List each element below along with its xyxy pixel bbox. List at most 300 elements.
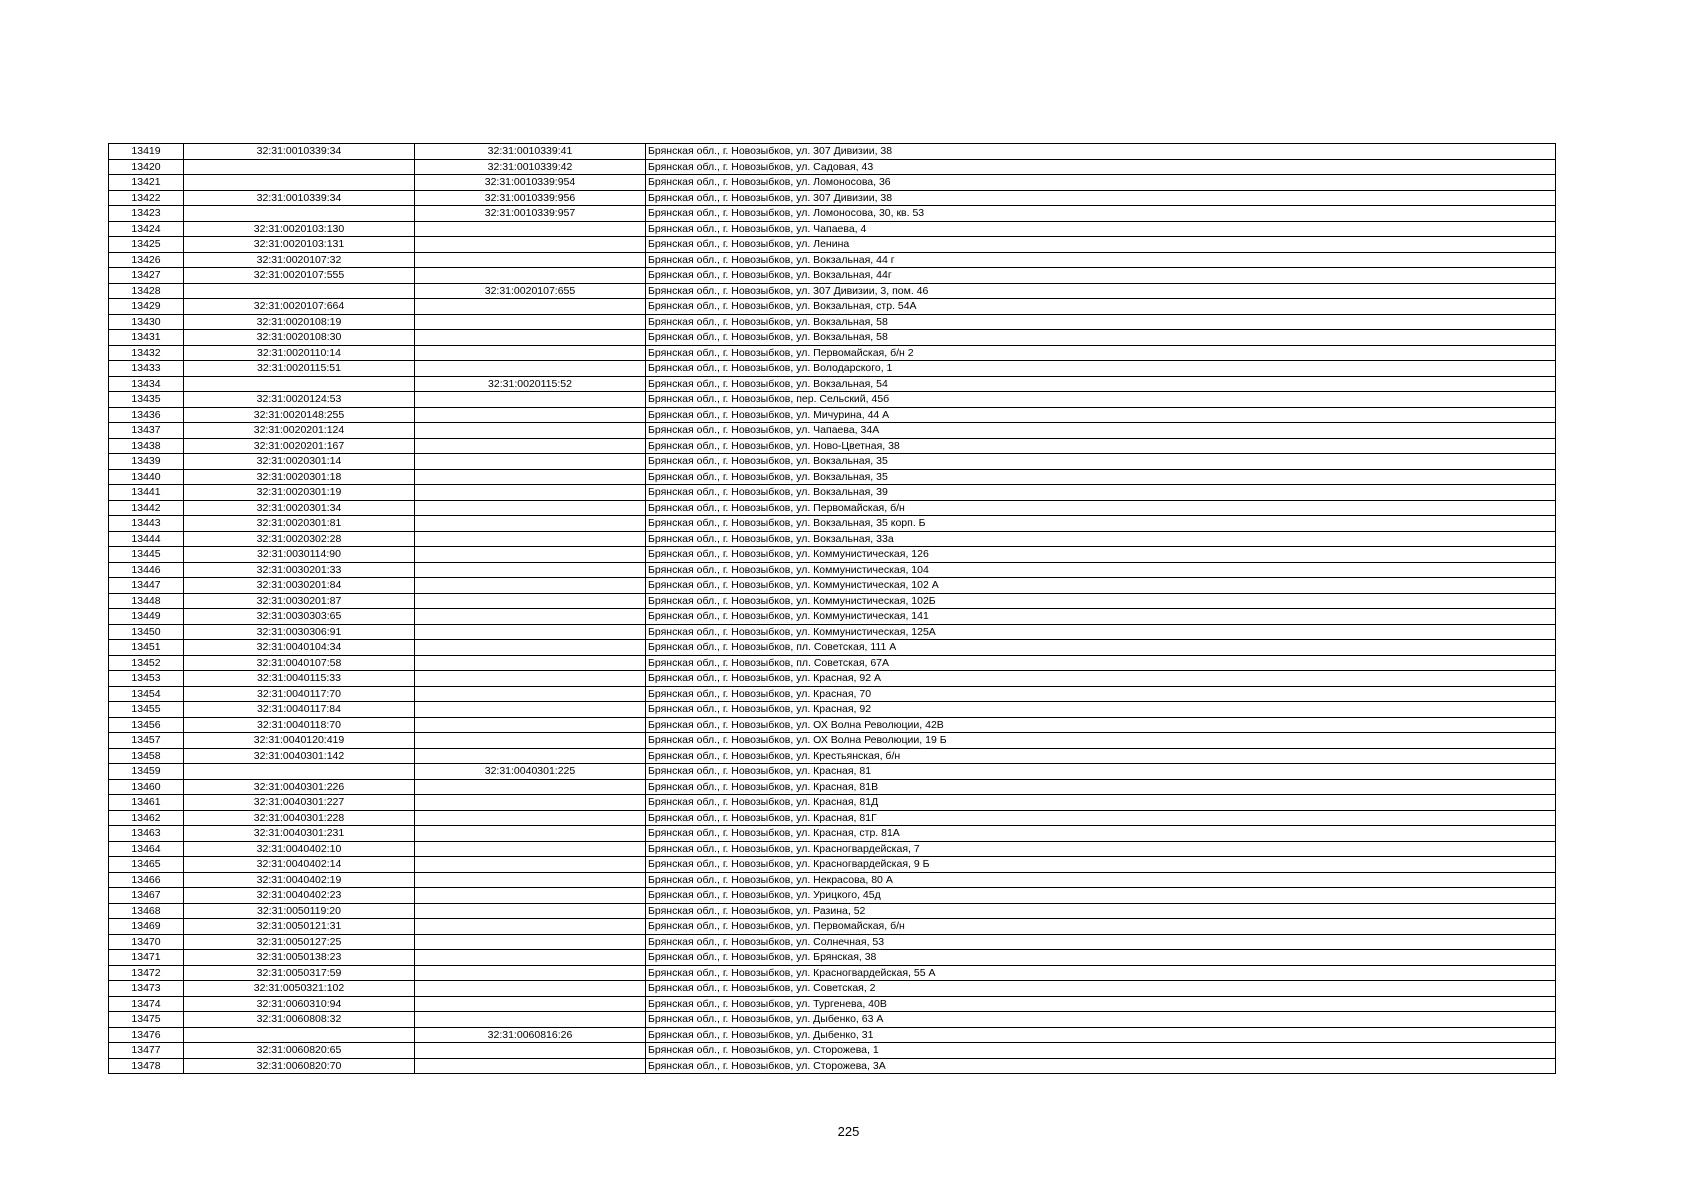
cadastral-number-cell: 32:31:0050121:31: [184, 919, 415, 935]
cadastral-number-secondary-cell: [415, 702, 646, 718]
address-cell: Брянская обл., г. Новозыбков, ул. ОХ Волна Революции, 42В: [646, 717, 1556, 733]
address-cell: Брянская обл., г. Новозыбков, ул. Коммунистическая, 102 А: [646, 578, 1556, 594]
cadastral-number-secondary-cell: [415, 330, 646, 346]
row-number-cell: 13449: [109, 609, 184, 625]
cadastral-number-cell: 32:31:0040115:33: [184, 671, 415, 687]
cadastral-number-secondary-cell: [415, 748, 646, 764]
row-number-cell: 13425: [109, 237, 184, 253]
cadastral-number-cell: 32:31:0030201:84: [184, 578, 415, 594]
row-number-cell: 13454: [109, 686, 184, 702]
row-number-cell: 13423: [109, 206, 184, 222]
cadastral-number-cell: [184, 1027, 415, 1043]
table-row: [109, 888, 1556, 904]
row-number-cell: 13458: [109, 748, 184, 764]
address-cell: Брянская обл., г. Новозыбков, ул. Красногвардейская, 7: [646, 841, 1556, 857]
cadastral-number-cell: 32:31:0040301:228: [184, 810, 415, 826]
cadastral-number-secondary-cell: [415, 655, 646, 671]
cadastral-number-cell: [184, 764, 415, 780]
row-number-cell: 13436: [109, 407, 184, 423]
row-number-cell: 13478: [109, 1058, 184, 1074]
table-row: [109, 562, 1556, 578]
table-row: [109, 779, 1556, 795]
table-row: [109, 764, 1556, 780]
table-row: [109, 996, 1556, 1012]
cadastral-number-secondary-cell: 32:31:0010339:41: [415, 144, 646, 160]
address-cell: Брянская обл., г. Новозыбков, ул. Красная, 70: [646, 686, 1556, 702]
cadastral-number-cell: 32:31:0060808:32: [184, 1012, 415, 1028]
cadastral-number-cell: 32:31:0050317:59: [184, 965, 415, 981]
row-number-cell: 13450: [109, 624, 184, 640]
address-cell: Брянская обл., г. Новозыбков, ул. Володарского, 1: [646, 361, 1556, 377]
cadastral-number-secondary-cell: [415, 1012, 646, 1028]
row-number-cell: 13476: [109, 1027, 184, 1043]
cadastral-number-cell: 32:31:0050127:25: [184, 934, 415, 950]
table-row: [109, 609, 1556, 625]
row-number-cell: 13466: [109, 872, 184, 888]
address-cell: Брянская обл., г. Новозыбков, ул. Дыбенко, 31: [646, 1027, 1556, 1043]
cadastral-number-secondary-cell: [415, 779, 646, 795]
cadastral-number-cell: 32:31:0050138:23: [184, 950, 415, 966]
address-cell: Брянская обл., г. Новозыбков, ул. 307 Дивизии, 38: [646, 144, 1556, 160]
address-cell: Брянская обл., г. Новозыбков, ул. Разина, 52: [646, 903, 1556, 919]
table-row: [109, 593, 1556, 609]
cadastral-number-secondary-cell: [415, 903, 646, 919]
cadastral-number-cell: 32:31:0020301:81: [184, 516, 415, 532]
row-number-cell: 13460: [109, 779, 184, 795]
address-cell: Брянская обл., г. Новозыбков, ул. Чапаева, 4: [646, 221, 1556, 237]
address-cell: Брянская обл., г. Новозыбков, ул. Сторожева, 3А: [646, 1058, 1556, 1074]
cadastral-number-cell: [184, 175, 415, 191]
address-cell: Брянская обл., г. Новозыбков, ул. Вокзальная, 44 г: [646, 252, 1556, 268]
cadastral-number-secondary-cell: [415, 345, 646, 361]
cadastral-number-cell: 32:31:0040301:227: [184, 795, 415, 811]
row-number-cell: 13440: [109, 469, 184, 485]
cadastral-number-secondary-cell: [415, 686, 646, 702]
row-number-cell: 13456: [109, 717, 184, 733]
cadastral-number-secondary-cell: 32:31:0020115:52: [415, 376, 646, 392]
table-row: [109, 1012, 1556, 1028]
cadastral-number-cell: 32:31:0040107:58: [184, 655, 415, 671]
row-number-cell: 13439: [109, 454, 184, 470]
address-cell: Брянская обл., г. Новозыбков, ул. Тургенева, 40В: [646, 996, 1556, 1012]
address-cell: Брянская обл., г. Новозыбков, ул. Дыбенко, 63 А: [646, 1012, 1556, 1028]
address-cell: Брянская обл., г. Новозыбков, ул. Красная, стр. 81А: [646, 826, 1556, 842]
row-number-cell: 13455: [109, 702, 184, 718]
table-row: [109, 423, 1556, 439]
row-number-cell: 13472: [109, 965, 184, 981]
row-number-cell: 13453: [109, 671, 184, 687]
cadastral-number-cell: 32:31:0020110:14: [184, 345, 415, 361]
address-cell: Брянская обл., г. Новозыбков, ул. 307 Дивизии, 3, пом. 46: [646, 283, 1556, 299]
address-cell: Брянская обл., г. Новозыбков, ул. Некрасова, 80 А: [646, 872, 1556, 888]
table-row: [109, 810, 1556, 826]
row-number-cell: 13432: [109, 345, 184, 361]
row-number-cell: 13475: [109, 1012, 184, 1028]
cadastral-number-cell: 32:31:0040402:19: [184, 872, 415, 888]
cadastral-number-cell: 32:31:0020103:131: [184, 237, 415, 253]
cadastral-number-cell: 32:31:0030114:90: [184, 547, 415, 563]
row-number-cell: 13463: [109, 826, 184, 842]
cadastral-number-cell: 32:31:0030201:87: [184, 593, 415, 609]
address-cell: Брянская обл., г. Новозыбков, ул. Сторожева, 1: [646, 1043, 1556, 1059]
row-number-cell: 13420: [109, 159, 184, 175]
table-row: [109, 237, 1556, 253]
cadastral-number-cell: 32:31:0020124:53: [184, 392, 415, 408]
row-number-cell: 13474: [109, 996, 184, 1012]
cadastral-number-secondary-cell: [415, 252, 646, 268]
row-number-cell: 13437: [109, 423, 184, 439]
cadastral-number-secondary-cell: [415, 361, 646, 377]
table-row: [109, 144, 1556, 160]
cadastral-number-secondary-cell: [415, 516, 646, 532]
address-cell: Брянская обл., г. Новозыбков, ул. Вокзальная, 35: [646, 469, 1556, 485]
table-row: [109, 857, 1556, 873]
cadastral-number-secondary-cell: [415, 1043, 646, 1059]
cadastral-number-cell: 32:31:0020115:51: [184, 361, 415, 377]
cadastral-number-cell: 32:31:0040402:10: [184, 841, 415, 857]
row-number-cell: 13469: [109, 919, 184, 935]
row-number-cell: 13468: [109, 903, 184, 919]
cadastral-number-secondary-cell: [415, 841, 646, 857]
table-row: [109, 221, 1556, 237]
address-cell: Брянская обл., г. Новозыбков, ул. Коммунистическая, 125А: [646, 624, 1556, 640]
cadastral-number-secondary-cell: [415, 547, 646, 563]
table-row: [109, 671, 1556, 687]
row-number-cell: 13443: [109, 516, 184, 532]
table-row: [109, 159, 1556, 175]
row-number-cell: 13428: [109, 283, 184, 299]
table-row: [109, 578, 1556, 594]
cadastral-number-cell: [184, 206, 415, 222]
table-row: [109, 469, 1556, 485]
cadastral-number-cell: 32:31:0030303:65: [184, 609, 415, 625]
cadastral-number-cell: 32:31:0010339:34: [184, 144, 415, 160]
cadastral-number-secondary-cell: [415, 919, 646, 935]
cadastral-number-secondary-cell: [415, 438, 646, 454]
row-number-cell: 13430: [109, 314, 184, 330]
row-number-cell: 13441: [109, 485, 184, 501]
address-cell: Брянская обл., г. Новозыбков, ул. Коммунистическая, 126: [646, 547, 1556, 563]
cadastral-number-secondary-cell: [415, 934, 646, 950]
row-number-cell: 13447: [109, 578, 184, 594]
cadastral-number-secondary-cell: [415, 996, 646, 1012]
row-number-cell: 13470: [109, 934, 184, 950]
cadastral-number-cell: 32:31:0020107:664: [184, 299, 415, 315]
cadastral-number-secondary-cell: [415, 578, 646, 594]
cadastral-number-cell: 32:31:0040301:226: [184, 779, 415, 795]
cadastral-number-cell: 32:31:0050321:102: [184, 981, 415, 997]
cadastral-number-cell: 32:31:0040118:70: [184, 717, 415, 733]
address-cell: Брянская обл., г. Новозыбков, ул. Красная, 81: [646, 764, 1556, 780]
row-number-cell: 13429: [109, 299, 184, 315]
cadastral-number-secondary-cell: [415, 965, 646, 981]
row-number-cell: 13461: [109, 795, 184, 811]
address-cell: Брянская обл., г. Новозыбков, пл. Советская, 67А: [646, 655, 1556, 671]
cadastral-number-cell: 32:31:0020108:30: [184, 330, 415, 346]
row-number-cell: 13459: [109, 764, 184, 780]
address-cell: Брянская обл., г. Новозыбков, ул. Красная, 81Д: [646, 795, 1556, 811]
table-row: [109, 283, 1556, 299]
address-cell: Брянская обл., г. Новозыбков, ул. Чапаева, 34А: [646, 423, 1556, 439]
cadastral-number-cell: 32:31:0020103:130: [184, 221, 415, 237]
table-row: [109, 376, 1556, 392]
cadastral-number-secondary-cell: [415, 857, 646, 873]
table-row: [109, 531, 1556, 547]
registry-table: [108, 143, 1556, 1074]
address-cell: Брянская обл., г. Новозыбков, ул. Ломоносова, 30, кв. 53: [646, 206, 1556, 222]
row-number-cell: 13427: [109, 268, 184, 284]
cadastral-number-cell: 32:31:0060820:65: [184, 1043, 415, 1059]
table-row: [109, 640, 1556, 656]
table-row: [109, 903, 1556, 919]
table-row: [109, 733, 1556, 749]
table-row: [109, 1043, 1556, 1059]
row-number-cell: 13422: [109, 190, 184, 206]
row-number-cell: 13442: [109, 500, 184, 516]
cadastral-number-secondary-cell: 32:31:0010339:957: [415, 206, 646, 222]
address-cell: Брянская обл., г. Новозыбков, ул. Мичурина, 44 А: [646, 407, 1556, 423]
address-cell: Брянская обл., г. Новозыбков, ул. Вокзальная, 54: [646, 376, 1556, 392]
address-cell: Брянская обл., г. Новозыбков, ул. Ново-Цветная, 38: [646, 438, 1556, 454]
row-number-cell: 13451: [109, 640, 184, 656]
cadastral-number-secondary-cell: [415, 454, 646, 470]
table-row: [109, 438, 1556, 454]
table-row: [109, 500, 1556, 516]
address-cell: Брянская обл., г. Новозыбков, ул. Урицкого, 45д: [646, 888, 1556, 904]
address-cell: Брянская обл., г. Новозыбков, ул. Красная, 92: [646, 702, 1556, 718]
cadastral-number-cell: 32:31:0020148:255: [184, 407, 415, 423]
cadastral-number-cell: 32:31:0040104:34: [184, 640, 415, 656]
table-row: [109, 314, 1556, 330]
row-number-cell: 13464: [109, 841, 184, 857]
cadastral-number-cell: 32:31:0020302:28: [184, 531, 415, 547]
row-number-cell: 13446: [109, 562, 184, 578]
address-cell: Брянская обл., г. Новозыбков, ул. Вокзальная, 58: [646, 330, 1556, 346]
cadastral-number-cell: 32:31:0030306:91: [184, 624, 415, 640]
table-row: [109, 345, 1556, 361]
table-row: [109, 1027, 1556, 1043]
registry-table-body: [109, 144, 1556, 1074]
row-number-cell: 13433: [109, 361, 184, 377]
row-number-cell: 13465: [109, 857, 184, 873]
cadastral-number-cell: [184, 283, 415, 299]
address-cell: Брянская обл., г. Новозыбков, ул. Первомайская, б/н: [646, 500, 1556, 516]
address-cell: Брянская обл., г. Новозыбков, ул. Первомайская, б/н: [646, 919, 1556, 935]
cadastral-number-secondary-cell: [415, 392, 646, 408]
address-cell: Брянская обл., г. Новозыбков, ул. ОХ Волна Революции, 19 Б: [646, 733, 1556, 749]
cadastral-number-cell: 32:31:0020201:124: [184, 423, 415, 439]
address-cell: Брянская обл., г. Новозыбков, ул. Вокзальная, 58: [646, 314, 1556, 330]
address-cell: Брянская обл., г. Новозыбков, ул. Вокзальная, 35: [646, 454, 1556, 470]
table-row: [109, 516, 1556, 532]
cadastral-number-cell: 32:31:0040117:70: [184, 686, 415, 702]
table-row: [109, 981, 1556, 997]
cadastral-number-secondary-cell: [415, 795, 646, 811]
cadastral-number-secondary-cell: [415, 469, 646, 485]
address-cell: Брянская обл., г. Новозыбков, ул. Ленина: [646, 237, 1556, 253]
cadastral-number-secondary-cell: 32:31:0060816:26: [415, 1027, 646, 1043]
address-cell: Брянская обл., г. Новозыбков, ул. Вокзальная, 44г: [646, 268, 1556, 284]
cadastral-number-cell: 32:31:0020108:19: [184, 314, 415, 330]
address-cell: Брянская обл., г. Новозыбков, ул. Солнечная, 53: [646, 934, 1556, 950]
cadastral-number-secondary-cell: [415, 810, 646, 826]
cadastral-number-cell: 32:31:0020107:32: [184, 252, 415, 268]
table-row: [109, 826, 1556, 842]
address-cell: Брянская обл., г. Новозыбков, пл. Советская, 111 А: [646, 640, 1556, 656]
address-cell: Брянская обл., г. Новозыбков, ул. Красногвардейская, 9 Б: [646, 857, 1556, 873]
cadastral-number-secondary-cell: [415, 950, 646, 966]
cadastral-number-cell: 32:31:0060310:94: [184, 996, 415, 1012]
cadastral-number-secondary-cell: [415, 237, 646, 253]
address-cell: Брянская обл., г. Новозыбков, ул. Коммунистическая, 102Б: [646, 593, 1556, 609]
row-number-cell: 13435: [109, 392, 184, 408]
row-number-cell: 13477: [109, 1043, 184, 1059]
table-row: [109, 795, 1556, 811]
address-cell: Брянская обл., г. Новозыбков, ул. Садовая, 43: [646, 159, 1556, 175]
row-number-cell: 13457: [109, 733, 184, 749]
cadastral-number-cell: 32:31:0020301:19: [184, 485, 415, 501]
row-number-cell: 13471: [109, 950, 184, 966]
cadastral-number-cell: 32:31:0040402:14: [184, 857, 415, 873]
address-cell: Брянская обл., г. Новозыбков, ул. Коммунистическая, 141: [646, 609, 1556, 625]
cadastral-number-cell: 32:31:0040301:142: [184, 748, 415, 764]
table-row: [109, 547, 1556, 563]
table-row: [109, 175, 1556, 191]
cadastral-number-secondary-cell: [415, 1058, 646, 1074]
row-number-cell: 13424: [109, 221, 184, 237]
table-row: [109, 702, 1556, 718]
table-row: [109, 252, 1556, 268]
address-cell: Брянская обл., г. Новозыбков, ул. 307 Дивизии, 38: [646, 190, 1556, 206]
address-cell: Брянская обл., г. Новозыбков, ул. Красногвардейская, 55 А: [646, 965, 1556, 981]
cadastral-number-secondary-cell: [415, 640, 646, 656]
cadastral-number-secondary-cell: [415, 733, 646, 749]
row-number-cell: 13438: [109, 438, 184, 454]
cadastral-number-cell: 32:31:0020201:167: [184, 438, 415, 454]
cadastral-number-secondary-cell: [415, 500, 646, 516]
row-number-cell: 13462: [109, 810, 184, 826]
cadastral-number-cell: 32:31:0040402:23: [184, 888, 415, 904]
table-row: [109, 299, 1556, 315]
table-row: [109, 934, 1556, 950]
cadastral-number-secondary-cell: 32:31:0020107:655: [415, 283, 646, 299]
row-number-cell: 13473: [109, 981, 184, 997]
address-cell: Брянская обл., г. Новозыбков, ул. Крестьянская, б/н: [646, 748, 1556, 764]
table-row: [109, 717, 1556, 733]
address-cell: Брянская обл., г. Новозыбков, ул. Красная, 92 А: [646, 671, 1556, 687]
cadastral-number-secondary-cell: [415, 872, 646, 888]
cadastral-number-cell: 32:31:0040301:231: [184, 826, 415, 842]
cadastral-number-secondary-cell: 32:31:0040301:225: [415, 764, 646, 780]
table-row: [109, 686, 1556, 702]
cadastral-number-cell: [184, 159, 415, 175]
cadastral-number-secondary-cell: [415, 423, 646, 439]
table-row: [109, 748, 1556, 764]
table-row: [109, 485, 1556, 501]
cadastral-number-secondary-cell: [415, 221, 646, 237]
table-row: [109, 206, 1556, 222]
row-number-cell: 13444: [109, 531, 184, 547]
table-row: [109, 965, 1556, 981]
address-cell: Брянская обл., г. Новозыбков, ул. Брянская, 38: [646, 950, 1556, 966]
cadastral-number-secondary-cell: [415, 671, 646, 687]
cadastral-number-cell: 32:31:0020301:14: [184, 454, 415, 470]
table-row: [109, 268, 1556, 284]
row-number-cell: 13452: [109, 655, 184, 671]
cadastral-number-secondary-cell: [415, 609, 646, 625]
table-row: [109, 872, 1556, 888]
cadastral-number-cell: 32:31:0020301:18: [184, 469, 415, 485]
address-cell: Брянская обл., г. Новозыбков, ул. Красная, 81В: [646, 779, 1556, 795]
cadastral-number-cell: 32:31:0060820:70: [184, 1058, 415, 1074]
cadastral-number-secondary-cell: [415, 407, 646, 423]
table-row: [109, 454, 1556, 470]
cadastral-number-secondary-cell: 32:31:0010339:954: [415, 175, 646, 191]
address-cell: Брянская обл., г. Новозыбков, ул. Вокзальная, 39: [646, 485, 1556, 501]
cadastral-number-cell: [184, 376, 415, 392]
table-row: [109, 190, 1556, 206]
cadastral-number-secondary-cell: [415, 268, 646, 284]
cadastral-number-cell: 32:31:0020107:555: [184, 268, 415, 284]
cadastral-number-secondary-cell: [415, 717, 646, 733]
table-row: [109, 841, 1556, 857]
address-cell: Брянская обл., г. Новозыбков, ул. Вокзальная, 33а: [646, 531, 1556, 547]
row-number-cell: 13448: [109, 593, 184, 609]
cadastral-number-cell: 32:31:0010339:34: [184, 190, 415, 206]
cadastral-number-secondary-cell: [415, 562, 646, 578]
table-row: [109, 950, 1556, 966]
cadastral-number-secondary-cell: [415, 299, 646, 315]
cadastral-number-cell: 32:31:0020301:34: [184, 500, 415, 516]
table-row: [109, 1058, 1556, 1074]
cadastral-number-cell: 32:31:0040120:419: [184, 733, 415, 749]
row-number-cell: 13445: [109, 547, 184, 563]
cadastral-number-secondary-cell: [415, 981, 646, 997]
cadastral-number-secondary-cell: [415, 531, 646, 547]
address-cell: Брянская обл., г. Новозыбков, ул. Красная, 81Г: [646, 810, 1556, 826]
table-row: [109, 655, 1556, 671]
cadastral-number-cell: 32:31:0030201:33: [184, 562, 415, 578]
address-cell: Брянская обл., г. Новозыбков, ул. Вокзальная, стр. 54А: [646, 299, 1556, 315]
row-number-cell: 13419: [109, 144, 184, 160]
cadastral-number-secondary-cell: [415, 593, 646, 609]
cadastral-number-secondary-cell: [415, 888, 646, 904]
table-row: [109, 392, 1556, 408]
page-number: 225: [837, 1124, 860, 1139]
address-cell: Брянская обл., г. Новозыбков, ул. Вокзальная, 35 корп. Б: [646, 516, 1556, 532]
cadastral-number-secondary-cell: 32:31:0010339:956: [415, 190, 646, 206]
table-row: [109, 624, 1556, 640]
address-cell: Брянская обл., г. Новозыбков, ул. Коммунистическая, 104: [646, 562, 1556, 578]
cadastral-number-secondary-cell: [415, 624, 646, 640]
cadastral-number-cell: 32:31:0050119:20: [184, 903, 415, 919]
cadastral-number-secondary-cell: 32:31:0010339:42: [415, 159, 646, 175]
row-number-cell: 13434: [109, 376, 184, 392]
table-row: [109, 407, 1556, 423]
row-number-cell: 13421: [109, 175, 184, 191]
row-number-cell: 13467: [109, 888, 184, 904]
cadastral-number-cell: 32:31:0040117:84: [184, 702, 415, 718]
address-cell: Брянская обл., г. Новозыбков, ул. Ломоносова, 36: [646, 175, 1556, 191]
table-row: [109, 361, 1556, 377]
address-cell: Брянская обл., г. Новозыбков, ул. Советская, 2: [646, 981, 1556, 997]
row-number-cell: 13431: [109, 330, 184, 346]
cadastral-number-secondary-cell: [415, 485, 646, 501]
table-row: [109, 919, 1556, 935]
cadastral-number-secondary-cell: [415, 314, 646, 330]
cadastral-number-secondary-cell: [415, 826, 646, 842]
row-number-cell: 13426: [109, 252, 184, 268]
